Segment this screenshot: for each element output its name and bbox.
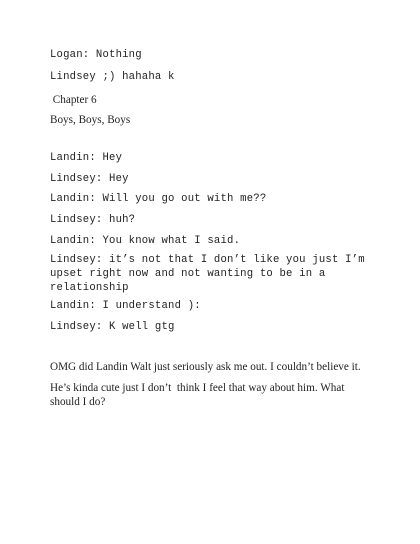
chat-line-lindsey-hey: Lindsey: Hey <box>50 173 129 185</box>
narrative-paragraph-1: OMG did Landin Walt just seriously ask me out. I couldn’t believe it. <box>50 361 361 373</box>
chat-line-landin-you-know: Landin: You know what I said. <box>50 235 241 247</box>
narrative-paragraph-2: He’s kinda cute just I don’t think I feel that way about him. What should I do? <box>50 382 348 408</box>
chapter-heading: Chapter 6 <box>50 94 97 106</box>
chat-line-landin-understand: Landin: I understand ): <box>50 300 201 312</box>
chat-line-lindsey-huh: Lindsey: huh? <box>50 214 136 226</box>
chat-line-lindsey-hahaha: Lindsey ;) hahaha k <box>50 71 175 83</box>
chat-line-lindsey-explanation: Lindsey: it’s not that I don’t like you just I’m upset right now and not wanting to be in a relationship <box>50 254 372 294</box>
chat-line-logan-nothing: Logan: Nothing <box>50 49 142 61</box>
chat-line-landin-ask-out: Landin: Will you go out with me?? <box>50 193 267 205</box>
chat-line-lindsey-gtg: Lindsey: K well gtg <box>50 321 175 333</box>
chapter-title: Boys, Boys, Boys <box>50 114 131 126</box>
chat-line-landin-hey: Landin: Hey <box>50 152 123 164</box>
